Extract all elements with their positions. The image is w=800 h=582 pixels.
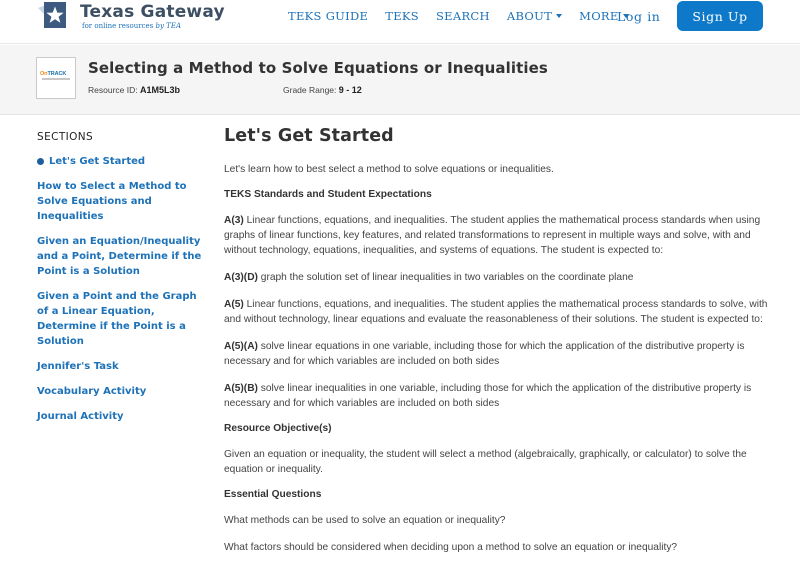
essential-question: What methods can be used to solve an equation or inequality? [224, 515, 506, 526]
standard-paragraph [224, 270, 769, 285]
grade-range-value: 9 - 12 [338, 85, 362, 95]
signup-button[interactable]: Sign Up [677, 1, 763, 31]
page-title: Let's Get Started [224, 126, 394, 146]
standard-paragraph [224, 339, 769, 369]
resource-banner [0, 45, 800, 115]
standard-code: A(3)(D) [224, 272, 258, 283]
grade-range-label: Grade Range: [283, 85, 337, 95]
main-content [224, 126, 769, 567]
intro-text: Let's learn how to best select a method to solve equations or inequalities. [224, 164, 554, 175]
standard-paragraph [224, 297, 769, 327]
standard-text: solve linear inequalities in one variable, including those for which the application of the distributive property is necessary and for which variables are included on both sides [224, 383, 752, 409]
sections-sidebar [37, 131, 207, 434]
nav-teks-guide[interactable]: TEKS GUIDE [288, 9, 369, 23]
resource-id-label: Resource ID: [88, 85, 138, 95]
ontrack-logo-text: OnTRACK [40, 71, 67, 77]
sidebar-item-graph-point[interactable]: Given a Point and the Graph of a Linear Equation, Determine if the Point is a Solution [37, 291, 197, 347]
nav-more-label: MORE [579, 9, 619, 23]
sidebar-item-vocabulary-activity[interactable]: Vocabulary Activity [37, 386, 147, 397]
current-section-dot-icon [37, 158, 44, 165]
standard-text: Linear functions, equations, and inequalities. The student applies the mathematical process standards when using graphs of linear functions, key features, and related transformations to represent in multiple ways and solve, with and without technology, equations, inequalities, and systems of equations. The student is expected to: [224, 215, 761, 256]
nav-teks[interactable]: TEKS [385, 9, 419, 23]
standard-text: graph the solution set of linear inequalities in two variables on the coordinate plane [257, 272, 634, 283]
sidebar-item-label: Let's Get Started [49, 156, 146, 167]
essential-question: What factors should be considered when deciding upon a method to solve an equation or inequality? [224, 542, 678, 553]
standard-code: A(5) [224, 299, 244, 310]
nav-about-label: ABOUT [506, 9, 553, 23]
standard-code: A(3) [224, 215, 244, 226]
sidebar-item-journal-activity[interactable]: Journal Activity [37, 411, 124, 422]
teks-heading: TEKS Standards and Student Expectations [224, 189, 432, 200]
standard-paragraph [224, 381, 769, 411]
sidebar-item-jennifers-task[interactable]: Jennifer's Task [37, 361, 119, 372]
nav-about[interactable] [507, 9, 562, 23]
standard-text: solve linear equations in one variable, including those for which the application of the distributive property is necessary and for which variables are included on both sides [224, 341, 745, 367]
resource-id [88, 85, 180, 95]
sidebar-item-select-method[interactable]: How to Select a Method to Solve Equations and Inequalities [37, 181, 187, 222]
standard-code: A(5)(B) [224, 383, 258, 394]
objective-heading: Resource Objective(s) [224, 423, 332, 434]
grade-range [283, 85, 362, 95]
main-nav [288, 9, 646, 23]
texas-star-icon [38, 2, 76, 28]
ontrack-divider [42, 78, 70, 80]
ontrack-badge [36, 57, 76, 99]
standard-paragraph [224, 213, 769, 258]
sidebar-item-lets-get-started[interactable] [37, 154, 207, 169]
resource-title: Selecting a Method to Solve Equations or Inequalities [88, 59, 548, 77]
chevron-down-icon [556, 14, 562, 18]
sidebar-item-equation-point[interactable]: Given an Equation/Inequality and a Point, Determine if the Point is a Solution [37, 236, 202, 277]
essential-questions-heading: Essential Questions [224, 489, 322, 500]
top-navigation-bar [0, 0, 800, 44]
resource-id-value: A1M5L3b [139, 85, 180, 95]
nav-search[interactable]: SEARCH [435, 9, 490, 23]
standard-code: A(5)(A) [224, 341, 258, 352]
objective-text: Given an equation or inequality, the student will select a method (algebraically, graphically, or calculator) to solve the equation or inequality. [224, 449, 747, 475]
sections-heading: SECTIONS [37, 131, 94, 143]
texas-gateway-logo[interactable] [38, 2, 225, 32]
standard-text: Linear functions, equations, and inequalities. The student applies the mathematical process standards to solve, with and without technology, linear equations and evaluate the reasonableness of their solutions. The student is expected to: [224, 299, 768, 325]
logo-subtitle: for online resources by TEA [82, 22, 181, 30]
logo-title: Texas Gateway [80, 2, 225, 22]
login-link[interactable]: Log in [617, 9, 661, 24]
